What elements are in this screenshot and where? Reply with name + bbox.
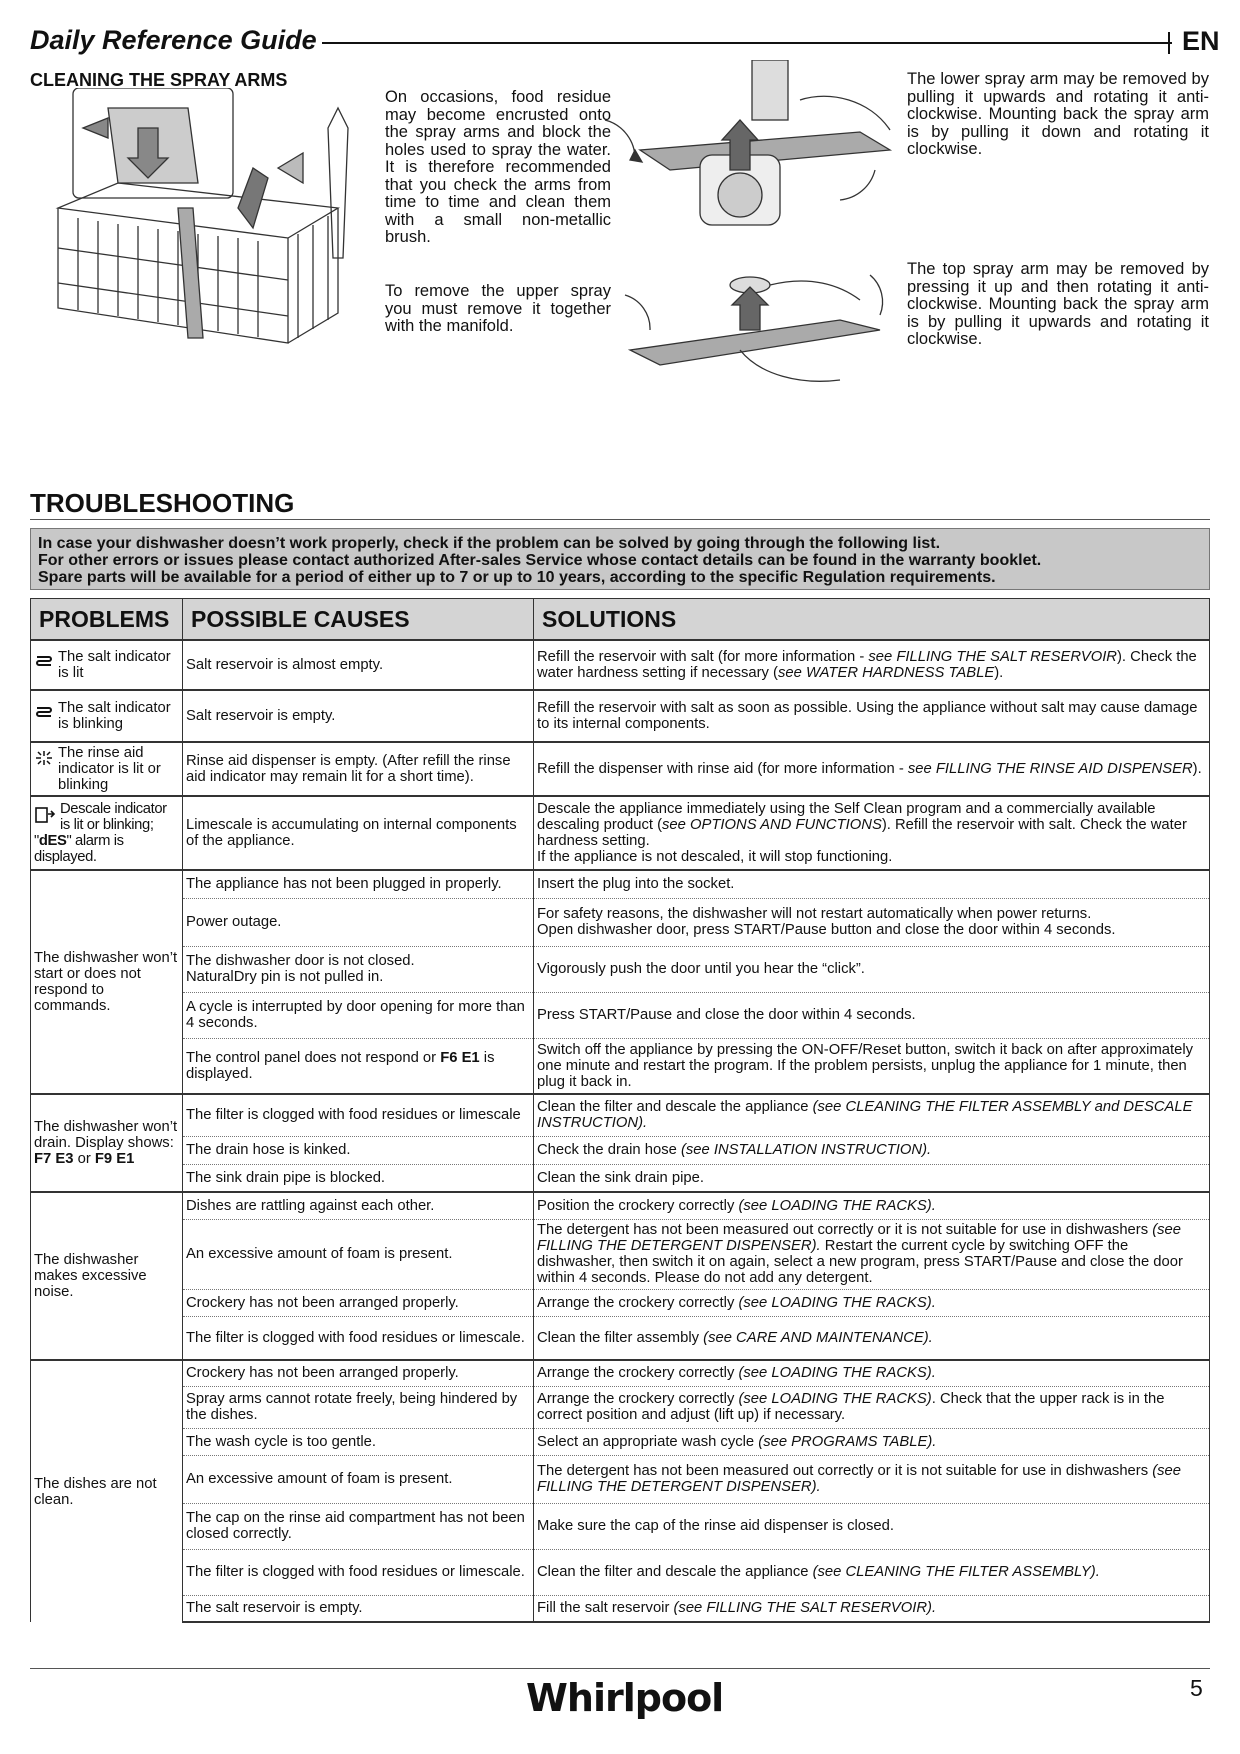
solution-cell: Refill the reservoir with salt (for more information - see FILLING THE SALT RESERVOIR). Check the water hardness setting if necessary (see WATER HARDNESS TABLE). <box>534 640 1210 690</box>
cause-cell: The cap on the rinse aid compartment has not been closed correctly. <box>183 1503 534 1549</box>
table-row <box>31 1360 1210 1386</box>
header-rule <box>322 42 1172 44</box>
cause-cell: An excessive amount of foam is present. <box>183 1455 534 1503</box>
problem-cell: The dishes are not clean. <box>31 1360 183 1622</box>
page-number: 5 <box>1190 1675 1203 1701</box>
problem-cell: The rinse aid indicator is lit or blinking <box>31 742 183 796</box>
table-row <box>31 1192 1210 1219</box>
table-row <box>31 1316 1210 1360</box>
table-row <box>31 946 1210 992</box>
language-code: EN <box>1182 26 1220 56</box>
lower-spray-arm-illustration <box>600 60 900 250</box>
cause-cell: A cycle is interrupted by door opening for more than 4 seconds. <box>183 992 534 1038</box>
cause-cell: Power outage. <box>183 898 534 946</box>
solution-cell: Refill the reservoir with salt as soon as possible. Using the appliance without salt may cause damage to its internal components. <box>534 690 1210 742</box>
solution-cell: For safety reasons, the dishwasher will not restart automatically when power returns. Open dishwasher door, press START/Pause button and close the door within 4 seconds. <box>534 898 1210 946</box>
solution-cell: Arrange the crockery correctly (see LOADING THE RACKS). Check that the upper rack is in the correct position and adjust (lift up) if necessary. <box>534 1386 1210 1428</box>
solution-cell: Position the crockery correctly (see LOADING THE RACKS). <box>534 1192 1210 1219</box>
problem-cell: The dishwasher won’t drain. Display shows: F7 E3 or F9 E1 <box>31 1094 183 1192</box>
solution-cell: Select an appropriate wash cycle (see PROGRAMS TABLE). <box>534 1428 1210 1455</box>
dishwasher-rack-illustration <box>38 88 378 353</box>
descale-indicator-icon <box>34 805 56 825</box>
troubleshooting-title: TROUBLESHOOTING <box>30 488 295 518</box>
solution-cell: Fill the salt reservoir (see FILLING THE SALT RESERVOIR). <box>534 1595 1210 1622</box>
table-row <box>31 1428 1210 1455</box>
table-row <box>31 1386 1210 1428</box>
solution-cell: Insert the plug into the socket. <box>534 870 1210 898</box>
solution-cell: Check the drain hose (see INSTALLATION INSTRUCTION). <box>534 1136 1210 1164</box>
spray-arms-paragraph-2: To remove the upper spray you must remove it together with the manifold. <box>385 282 611 335</box>
table-row <box>31 1549 1210 1595</box>
cause-cell: Salt reservoir is almost empty. <box>183 640 534 690</box>
section-title-spray-arms: CLEANING THE SPRAY ARMS <box>30 70 288 90</box>
solution-cell: Clean the sink drain pipe. <box>534 1164 1210 1192</box>
upper-spray-arm-illustration <box>620 265 900 400</box>
table-row <box>31 1289 1210 1316</box>
solution-cell: Press START/Pause and close the door within 4 seconds. <box>534 992 1210 1038</box>
table-row <box>31 1164 1210 1192</box>
table-row <box>31 1219 1210 1289</box>
solution-cell: Make sure the cap of the rinse aid dispenser is closed. <box>534 1503 1210 1549</box>
troubleshooting-rule <box>30 519 1210 520</box>
upper-spray-arm-text: The top spray arm may be removed by pressing it up and then rotating it anti-clockwise. Mounting back the spray arm is by pulling it upwards and rotating it clockwise. <box>907 260 1209 348</box>
table-row <box>31 690 1210 742</box>
cause-cell: The dishwasher door is not closed. NaturalDry pin is not pulled in. <box>183 946 534 992</box>
cause-cell: Limescale is accumulating on internal components of the appliance. <box>183 796 534 870</box>
spray-arms-paragraph-1: On occasions, food residue may become encrusted onto the spray arms and block the holes used to spray the water. It is therefore recommended that you check the arms from time to time and clean them with a small non-metallic brush. <box>385 88 611 246</box>
table-row <box>31 1136 1210 1164</box>
cause-cell: The filter is clogged with food residues or limescale. <box>183 1549 534 1595</box>
cause-cell: Dishes are rattling against each other. <box>183 1192 534 1219</box>
cause-cell: Rinse aid dispenser is empty. (After refill the rinse aid indicator may remain lit for a short time). <box>183 742 534 796</box>
solution-cell: The detergent has not been measured out correctly or it is not suitable for use in dishwashers (see FILLING THE DETERGENT DISPENSER). <box>534 1455 1210 1503</box>
salt-indicator-icon <box>34 704 54 722</box>
lower-spray-arm-text: The lower spray arm may be removed by pulling it upwards and rotating it anti-clockwise. Mounting back the spray arm is by pulling it down and rotating it clockwise. <box>907 70 1209 158</box>
header-tick <box>1168 32 1170 54</box>
solution-cell: Clean the filter and descale the appliance (see CLEANING THE FILTER ASSEMBLY and DESCALE INSTRUCTION). <box>534 1094 1210 1136</box>
solution-cell: Descale the appliance immediately using the Self Clean program and a commercially available descaling product (see OPTIONS AND FUNCTIONS). Refill the reservoir with salt. Check the water hardness setting. If the appliance is not descaled, it will stop functioning. <box>534 796 1210 870</box>
problem-cell: The dishwasher won’t start or does not respond to commands. <box>31 870 183 1094</box>
table-row <box>31 1595 1210 1622</box>
solution-cell: Clean the filter assembly (see CARE AND MAINTENANCE). <box>534 1316 1210 1360</box>
cause-cell: The filter is clogged with food residues or limescale <box>183 1094 534 1136</box>
problem-cell: The salt indicator is blinking <box>31 690 183 742</box>
header-problems: PROBLEMS <box>31 599 183 641</box>
table-row <box>31 898 1210 946</box>
cause-cell: The salt reservoir is empty. <box>183 1595 534 1622</box>
table-header-row <box>31 599 1210 641</box>
table-row <box>31 870 1210 898</box>
problem-cell: The dishwasher makes excessive noise. <box>31 1192 183 1360</box>
footer-rule <box>30 1668 1210 1669</box>
table-row <box>31 796 1210 870</box>
table-row <box>31 1038 1210 1094</box>
table-row <box>31 742 1210 796</box>
note-line-3: Spare parts will be available for a period of either up to 7 or up to 10 years, according to the specific Regulation requirements. <box>38 569 996 586</box>
header-causes: POSSIBLE CAUSES <box>183 599 534 641</box>
solution-cell: Switch off the appliance by pressing the ON-OFF/Reset button, switch it back on after approximately one minute and restart the program. If the problem persists, unplug the appliance for 1 minute, then plug it back in. <box>534 1038 1210 1094</box>
cause-cell: Crockery has not been arranged properly. <box>183 1289 534 1316</box>
cause-cell: The appliance has not been plugged in properly. <box>183 870 534 898</box>
solution-cell: Refill the dispenser with rinse aid (for more information - see FILLING THE RINSE AID DISPENSER). <box>534 742 1210 796</box>
header-solutions: SOLUTIONS <box>534 599 1210 641</box>
solution-cell: Clean the filter and descale the appliance (see CLEANING THE FILTER ASSEMBLY). <box>534 1549 1210 1595</box>
cause-cell: The sink drain pipe is blocked. <box>183 1164 534 1192</box>
table-row <box>31 1094 1210 1136</box>
rinse-aid-indicator-icon <box>34 749 54 767</box>
solution-cell: Vigorously push the door until you hear the “click”. <box>534 946 1210 992</box>
problem-cell: The salt indicator is lit <box>31 640 183 690</box>
solution-cell: Arrange the crockery correctly (see LOADING THE RACKS). <box>534 1289 1210 1316</box>
cause-cell: Crockery has not been arranged properly. <box>183 1360 534 1386</box>
table-row <box>31 992 1210 1038</box>
page-title: Daily Reference Guide <box>30 25 317 55</box>
cause-cell: Salt reservoir is empty. <box>183 690 534 742</box>
troubleshooting-table <box>30 598 1210 1623</box>
solution-cell: Arrange the crockery correctly (see LOADING THE RACKS). <box>534 1360 1210 1386</box>
troubleshooting-note <box>30 528 1210 590</box>
brand-logo: Whirlpool <box>526 1676 724 1720</box>
problem-cell: Descale indicator is lit or blinking; "dES" alarm is displayed. <box>31 796 183 870</box>
table-row <box>31 1503 1210 1549</box>
solution-cell: The detergent has not been measured out correctly or it is not suitable for use in dishwashers (see FILLING THE DETERGENT DISPENSER). Restart the current cycle by switching OFF the dishwasher, then switch it on again, select a new program, press START/Pause and close the door within 4 seconds. Please do not add any detergent. <box>534 1219 1210 1289</box>
table-row <box>31 640 1210 690</box>
note-line-2: For other errors or issues please contact authorized After-sales Service whose contact details can be found in the warranty booklet. <box>38 552 1042 569</box>
cause-cell: An excessive amount of foam is present. <box>183 1219 534 1289</box>
table-row <box>31 1455 1210 1503</box>
cause-cell: The control panel does not respond or F6 E1 is displayed. <box>183 1038 534 1094</box>
note-line-1: In case your dishwasher doesn’t work properly, check if the problem can be solved by going through the following list. <box>38 535 941 552</box>
cause-cell: The drain hose is kinked. <box>183 1136 534 1164</box>
cause-cell: The wash cycle is too gentle. <box>183 1428 534 1455</box>
salt-indicator-icon <box>34 653 54 671</box>
cause-cell: The filter is clogged with food residues or limescale. <box>183 1316 534 1360</box>
cause-cell: Spray arms cannot rotate freely, being hindered by the dishes. <box>183 1386 534 1428</box>
